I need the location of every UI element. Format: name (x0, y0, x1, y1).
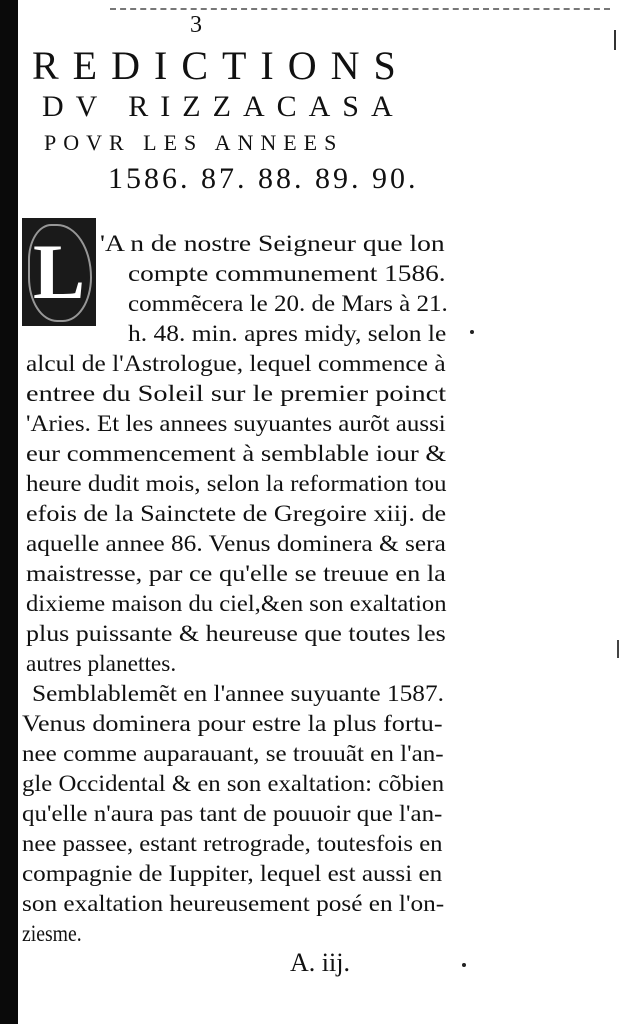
body-line: eur commencement à semblable iour & (26, 441, 447, 466)
body-line: h. 48. min. apres midy, selon le (128, 321, 447, 346)
body-line: entree du Soleil sur le premier poinct (26, 381, 447, 406)
body-line: aquelle annee 86. Venus dominera & sera (26, 531, 446, 556)
body-line: qu'elle n'aura pas tant de pouuoir que l'an- (22, 801, 443, 826)
title-line-years: 1586. 87. 88. 89. 90. (108, 162, 419, 195)
signature-mark: A. iij. (290, 948, 350, 977)
body-line: Venus dominera pour estre la plus fortu- (22, 711, 443, 736)
body-line: ziesme. (22, 921, 82, 946)
ink-speck (470, 330, 474, 334)
title-line-3: POVR LES ANNEES (44, 130, 344, 155)
body-line: nee comme auparauant, se trouuãt en l'an- (22, 741, 444, 766)
body-line: 'Aries. Et les annees suyuantes aurõt aussi (26, 411, 446, 436)
page-gutter-shadow (0, 0, 18, 1024)
body-line: maistresse, par ce qu'elle se treuue en la (26, 561, 446, 586)
body-line: autres planettes. (26, 651, 177, 676)
body-line: 'A n de nostre Seigneur que lon (100, 231, 445, 256)
body-line: nee passee, estant retrograde, toutesfois en (22, 831, 443, 856)
right-margin-mark (614, 30, 616, 50)
body-line: gle Occidental & en son exaltation: cõbien (22, 771, 445, 796)
title-line-2: DV RIZZACASA (42, 90, 405, 123)
right-margin-mark-lower (617, 640, 619, 658)
body-line: plus puissante & heureuse que toutes les (26, 621, 446, 646)
drop-cap-letter: L (32, 228, 86, 315)
ink-speck (462, 963, 466, 967)
body-line: Semblablemẽt en l'annee suyuante 1587. (32, 681, 444, 706)
body-line: compte communement 1586. (128, 261, 446, 286)
top-margin-marks (110, 8, 610, 14)
body-line: compagnie de Iuppiter, lequel est aussi en (22, 861, 443, 886)
page-number: 3 (190, 12, 202, 38)
body-line: son exaltation heureusement posé en l'on- (22, 891, 445, 916)
body-line: heure dudit mois, selon la reformation tou (26, 471, 447, 496)
body-line: dixieme maison du ciel,&en son exaltation (26, 591, 447, 616)
body-line: commẽcera le 20. de Mars à 21. (128, 291, 448, 316)
body-line: alcul de l'Astrologue, lequel commence à (26, 351, 446, 376)
body-line: efois de la Sainctete de Gregoire xiij. de (26, 501, 447, 526)
title-line-1: REDICTIONS (32, 43, 410, 88)
ornamental-drop-cap (22, 218, 96, 326)
